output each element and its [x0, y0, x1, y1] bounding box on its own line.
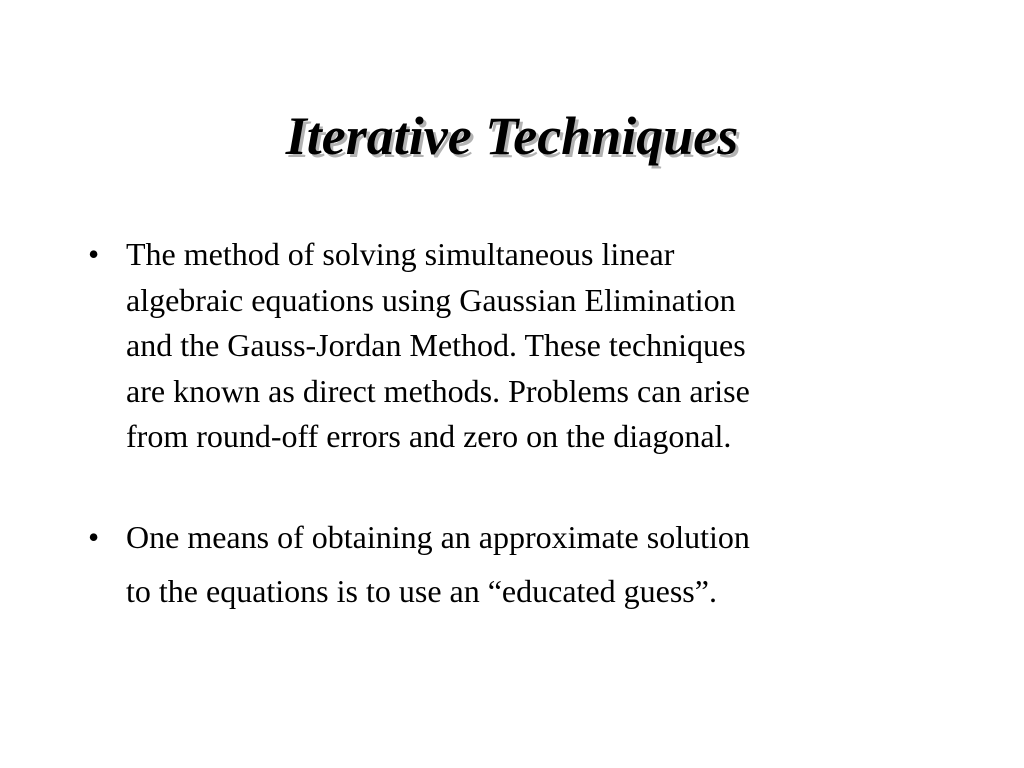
bullet-dot-icon: •	[88, 236, 100, 272]
bullet-line: are known as direct methods. Problems can arise	[126, 372, 750, 409]
bullet-line: One means of obtaining an approximate solution	[126, 518, 750, 555]
slide-title: Iterative Techniques	[285, 106, 739, 166]
bullet-line: from round-off errors and zero on the diagonal.	[126, 418, 732, 454]
bullet-list	[88, 232, 938, 618]
bullet-line: algebraic equations using Gaussian Elimination	[126, 281, 736, 318]
bullet-dot-icon: •	[88, 518, 100, 555]
bullet-line: to the equations is to use an “educated guess”.	[126, 572, 717, 609]
bullet-line: The method of solving simultaneous linear	[126, 236, 675, 272]
bullet-item-direct-methods	[88, 232, 938, 460]
bullet-item-educated-guess	[88, 510, 938, 618]
bullet-line: and the Gauss-Jordan Method. These techniques	[126, 327, 746, 363]
